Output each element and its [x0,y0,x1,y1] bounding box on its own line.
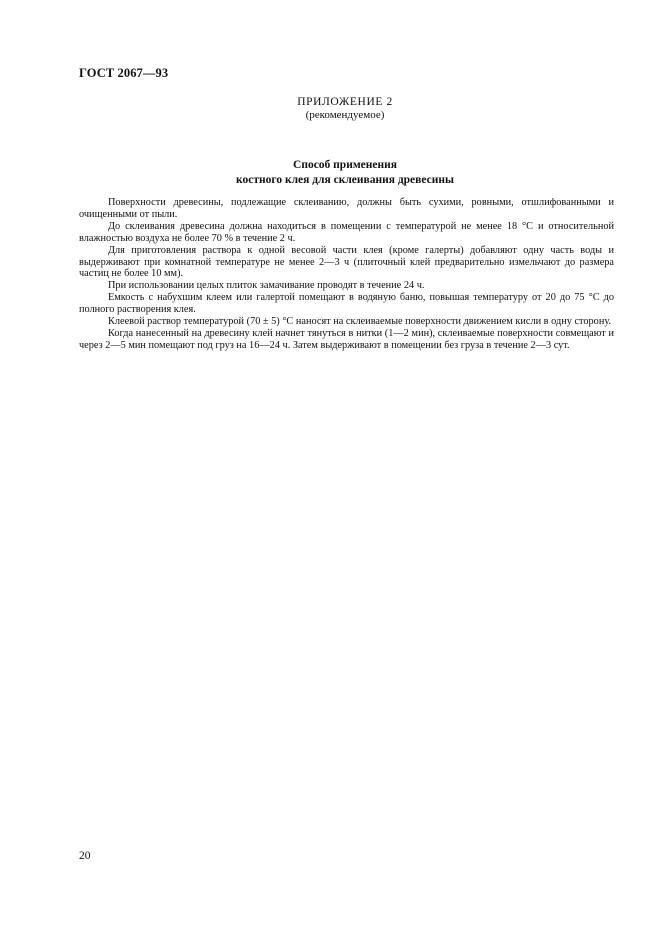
section-title [0,158,661,188]
paragraph-soaking: При использовании целых плиток замачивание проводят в течение 24 ч. [108,280,425,292]
page-number: 20 [79,850,91,862]
appendix-title: ПРИЛОЖЕНИЕ 2 [297,96,393,108]
paragraph-surface-preparation: Поверхности древесины, подлежащие склеиванию, должны быть сухими, ровными, отшлифованными и очищенными от пыли. [79,197,614,220]
section-title-line-2: костного клея для склеивания древесины [236,174,454,186]
document-code: ГОСТ 2067—93 [79,66,169,80]
appendix-status-note: (рекомендуемое) [305,109,385,121]
body-text [79,197,614,352]
paragraph-solution-preparation: Для приготовления раствора к одной весовой части клея (кроме галерты) добавляют одну часть воды и выдерживают при комнатной температуре не менее 2—3 ч (плиточный клей предварительно измельчают до размера частиц не более 10 мм). [79,244,614,280]
paragraph-conditioning: До склеивания древесина должна находиться в помещении с температурой не менее 18 °С и относительной влажностью воздуха не более 70 % в течение 2 ч. [79,220,614,244]
paragraph-application: Клеевой раствор температурой (70 ± 5) °С наносят на склеиваемые поверхности движением кисли в одну сторону. [108,316,612,328]
paragraph-pressing: Когда нанесенный на древесину клей начнет тянуться в нитки (1—2 мин), склеиваемые поверхности совмещают и через 2—5 мин помещают под груз на 16—24 ч. Затем выдерживают в помещении без груза в течение 2—3 сут. [79,327,614,351]
section-title-line-1: Способ применения [293,159,397,171]
paragraph-water-bath: Емкость с набухшим клеем или галертой помещают в водяную баню, повышая температуру от 20 до 75 °С до полного растворения клея. [79,292,614,316]
